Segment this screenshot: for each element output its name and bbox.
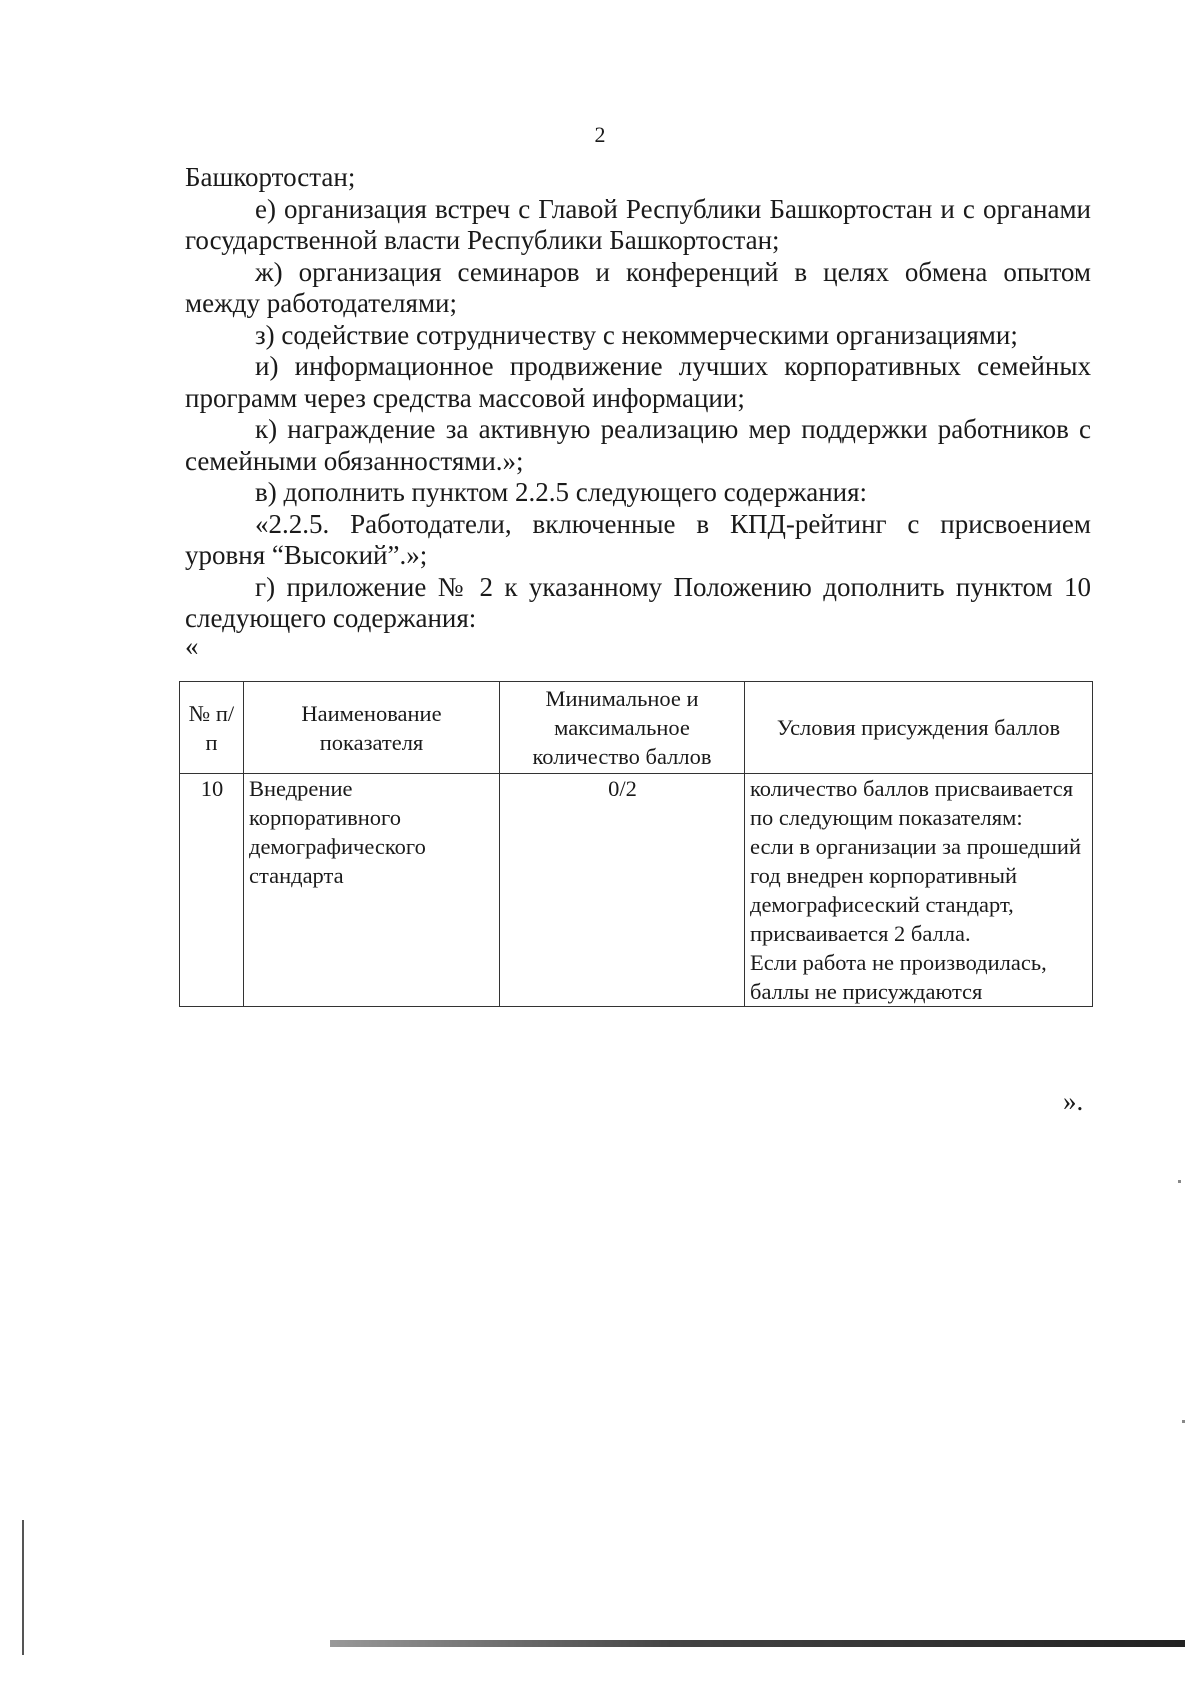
close-quote: ».: [1063, 1086, 1084, 1116]
document-body: [185, 162, 1091, 661]
paragraph-amendment-v: в) дополнить пунктом 2.2.5 следующего содержания:: [255, 477, 868, 507]
scan-bottom-edge: [330, 1640, 1185, 1647]
open-quote: «: [185, 630, 199, 661]
cell-conditions: [745, 774, 1093, 1007]
condition-line: если в организации за прошедший год внедрен корпоративный демографисеский стандарт, присваивается 2 балла.: [750, 834, 1082, 946]
paragraph: Башкортостан;: [185, 162, 356, 192]
header-indicator-name: Наименование показателя: [244, 682, 500, 774]
paragraph-item-zh: ж) организация семинаров и конференций в целях обмена опытом между работодателями;: [185, 256, 1091, 318]
scan-speck: [1178, 1180, 1181, 1183]
header-points-range: Минимальное и максимальное количество баллов: [500, 682, 745, 774]
header-number: № п/п: [180, 682, 244, 774]
paragraph-amendment-g: г) приложение № 2 к указанному Положению дополнить пунктом 10 следующего содержания:: [185, 571, 1091, 633]
paragraph-item-k: к) награждение за активную реализацию мер поддержки работников с семейными обязанностями.»;: [185, 414, 1091, 476]
paragraph-item-z: з) содействие сотрудничеству с некоммерческими организациями;: [255, 319, 1018, 350]
condition-line: количество баллов присваивается по следующим показателям:: [750, 776, 1074, 830]
scan-speck: [1182, 1420, 1185, 1423]
header-conditions: Условия присуждения баллов: [745, 682, 1093, 774]
cell-number: 10: [180, 774, 244, 1007]
table-header-row: [180, 682, 1093, 774]
paragraph-item-e: е) организация встреч с Главой Республики Башкортостан и с органами государственной власти Республики Башкортостан;: [185, 193, 1091, 255]
paragraph-item-i: и) информационное продвижение лучших корпоративных семейных программ через средства массовой информации;: [185, 351, 1091, 413]
condition-line: Если работа не производилась, баллы не присуждаются: [750, 950, 1047, 1004]
table-row: [180, 774, 1093, 1007]
cell-indicator-name: Внедрение корпоративного демографического стандарта: [244, 774, 500, 1007]
page-number: 2: [594, 122, 606, 147]
scan-edge-mark: [22, 1520, 24, 1655]
cell-points-range: 0/2: [500, 774, 745, 1007]
paragraph-clause-2-2-5: «2.2.5. Работодатели, включенные в КПД-рейтинг с присвоением уровня “Высокий”.»;: [185, 508, 1091, 570]
indicators-table: [179, 681, 1093, 1007]
